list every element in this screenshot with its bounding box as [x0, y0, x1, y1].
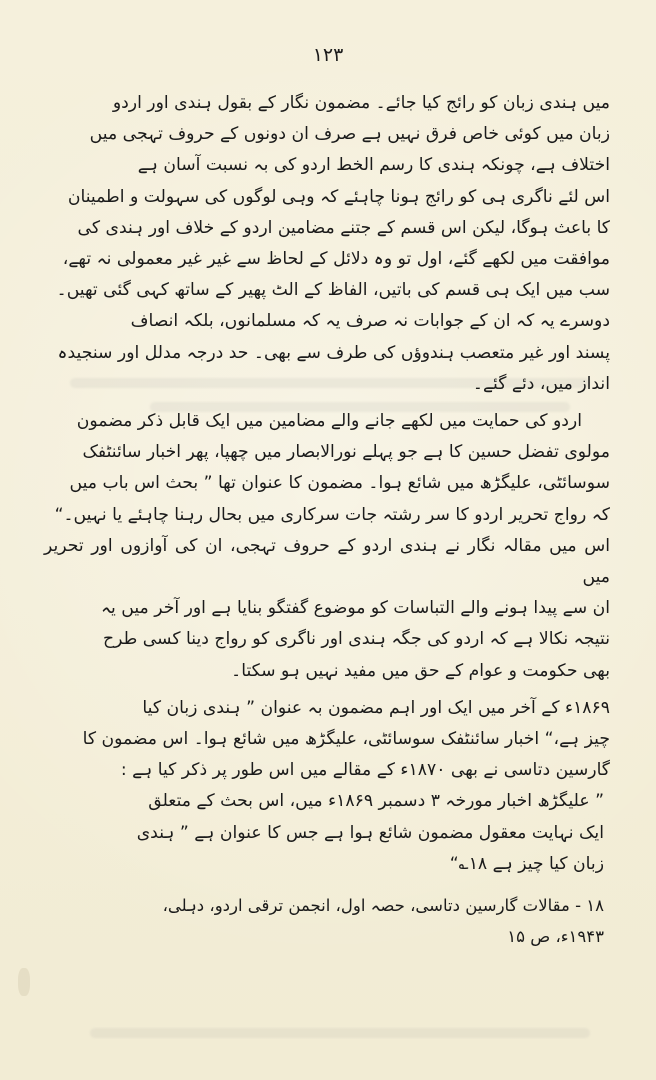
- text-line: نتیجہ نکالا ہے کہ اردو کی جگہ ہندی اور ناگری کو رواج دینا کسی طرح: [103, 629, 610, 650]
- quote-line: ایک نہایت معقول مضمون شائع ہوا ہے جس کا عنوان ہے ” ہندی: [136, 822, 604, 843]
- quote-line: ” علیگڑھ اخبار مورخہ ۳ دسمبر ۱۸۶۹ء میں، اس بحث کے متعلق: [148, 791, 604, 812]
- text-line: دوسرے یہ کہ ان کے جوابات نہ صرف یہ کہ مسلمانوں، بلکہ انصاف: [130, 311, 610, 332]
- text-line: چیز ہے،“ اخبار سائنٹفک سوسائٹی، علیگڑھ میں شائع ہوا۔ اس مضمون کا: [82, 729, 610, 750]
- text-line: زبان میں کوئی خاص فرق نہیں ہے صرف ان دونوں کے حروف تہجی میں: [89, 124, 610, 145]
- footnote-line: ۱۸ - مقالات گارسین دتاسی، حصہ اول، انجمن ترقی اردو، دہلی،: [162, 896, 604, 916]
- footnote: [44, 890, 610, 952]
- quote-line: زبان کیا چیز ہے ۱۸؎“: [449, 853, 604, 874]
- text-line: گارسین دتاسی نے بھی ۱۸۷۰ء کے مقالے میں اس طور پر ذکر کیا ہے :: [120, 760, 610, 781]
- text-line: اس میں مقالہ نگار نے ہندی اردو کے حروف تہجی، ان کی آوازوں اور تحریر میں: [44, 535, 610, 588]
- text-line: میں ہندی زبان کو رائج کیا جائے۔ مضمون نگار کے بقول ہندی اور اردو: [112, 93, 610, 113]
- text-line: کہ رواج تحریر اردو کا سر رشتہ جات سرکاری میں بحال رہنا چاہئے یا نہیں۔“: [54, 504, 610, 525]
- text-line: اختلاف ہے، چونکہ ہندی کا رسم الخط اردو کی بہ نسبت آسان ہے: [137, 155, 610, 176]
- text-line: موافقت میں لکھے گئے، اول تو وہ دلائل کے لحاظ سے غیر غیر معمولی نہ تھے،: [62, 249, 610, 270]
- text-line: سب میں ایک ہی قسم کی باتیں، الفاظ کے الٹ پھیر کے ساتھ کہی گئی تھیں۔: [56, 280, 610, 301]
- paragraph-2: [44, 406, 610, 687]
- text-line: بھی حکومت و عوام کے حق میں مفید نہیں ہو سکتا۔: [231, 660, 610, 681]
- paragraph-3: [44, 693, 610, 787]
- footnote-line: ۱۹۴۳ء، ص ۱۵: [507, 927, 604, 947]
- text-line: پسند اور غیر متعصب ہندوؤں کی طرف سے بھی۔ حد درجہ مدلل اور سنجیدہ: [57, 342, 610, 363]
- text-line: اس لئے ناگری ہی کو رائج ہونا چاہئے کہ وہی لوگوں کی سہولت و اطمینان: [67, 186, 610, 207]
- text-line: اردو کی حمایت میں لکھے جانے والے مضامین میں ایک قابل ذکر مضمون: [76, 411, 582, 432]
- text-line: کا باعث ہوگا، لیکن اس قسم کے جتنے مضامین اردو کے خلاف اور ہندی کی: [77, 217, 610, 238]
- text-line: سوسائٹی، علیگڑھ میں شائع ہوا۔ مضمون کا عنوان تھا ” بحث اس باب میں: [69, 473, 610, 494]
- page-body: [44, 88, 610, 952]
- text-line: ۱۸۶۹ء کے آخر میں ایک اور اہم مضمون بہ عنوان ” ہندی زبان کیا: [142, 697, 610, 718]
- paper-stain: [18, 968, 30, 996]
- ink-bleed-through: [90, 1028, 590, 1038]
- block-quote: [44, 786, 610, 880]
- text-line: ان سے پیدا ہونے والے التباسات کو موضوع گفتگو بنایا ہے اور آخر میں یہ: [100, 598, 610, 619]
- text-line: انداز میں، دئے گئے۔: [472, 373, 610, 394]
- text-line: مولوی تفضل حسین کا ہے جو پہلے نورالابصار میں چھپا، پھر اخبار سائنٹفک: [82, 442, 610, 463]
- page-number: ۱۲۳: [312, 44, 344, 66]
- paragraph-1: [44, 88, 610, 400]
